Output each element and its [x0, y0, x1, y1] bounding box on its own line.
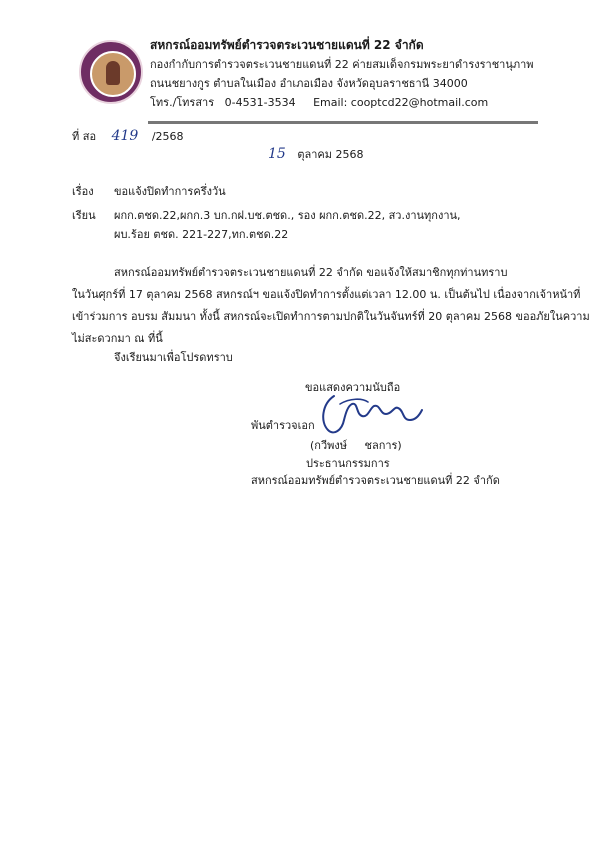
- reference-prefix: ที่ สอ: [72, 130, 97, 143]
- org-address-line1: กองกำกับการตำรวจตระเวนชายแดนที่ 22 ค่ายสมเด็จกรมพระยาดำรงราชานุภาพ: [150, 58, 534, 71]
- body-line2: ในวันศุกร์ที่ 17 ตุลาคม 2568 สหกรณ์ฯ ขอแจ้งปิดทำการตั้งแต่เวลา 12.00 น. เป็นต้นไป เนื่องจากเจ้าหน้าที่: [72, 288, 581, 301]
- recipient-label: เรียน: [72, 209, 96, 222]
- body-line3: เข้าร่วมการ อบรม สัมมนา ทั้งนี้ สหกรณ์จะเปิดทำการตามปกติในวันจันทร์ที่ 20 ตุลาคม 2568 ขออภัยในความ: [72, 310, 590, 323]
- handwritten-signature: [316, 390, 426, 436]
- header-divider: [148, 121, 538, 124]
- logo-emblem: [90, 51, 136, 97]
- date-day-handwritten: 15: [268, 146, 286, 162]
- reference-handwritten-number: 419: [111, 128, 139, 144]
- respect-closing: ขอแสดงความนับถือ: [305, 381, 401, 394]
- reference-year: /2568: [151, 130, 184, 143]
- subject-label: เรื่อง: [72, 185, 94, 198]
- org-title: สหกรณ์ออมทรัพย์ตำรวจตระเวนชายแดนที่ 22 จำกัด: [150, 38, 424, 52]
- logo-figure-icon: [106, 61, 120, 85]
- cooperative-logo: [79, 40, 143, 104]
- signer-position: ประธานกรรมการ: [306, 457, 390, 470]
- body-line1: สหกรณ์ออมทรัพย์ตำรวจตระเวนชายแดนที่ 22 จำกัด ขอแจ้งให้สมาชิกทุกท่านทราบ: [114, 266, 508, 279]
- org-contact: [150, 93, 534, 112]
- letterhead: [150, 36, 534, 112]
- phone-label: โทร./โทรสาร: [150, 96, 215, 109]
- signer-name: (กวีพงษ์ ชลการ): [310, 439, 402, 452]
- subject-text: ขอแจ้งปิดทำการครึ่งวัน: [114, 185, 226, 198]
- signer-rank: พันตำรวจเอก: [251, 419, 315, 432]
- email-address[interactable]: cooptcd22@hotmail.com: [350, 96, 489, 109]
- closing-line: จึงเรียนมาเพื่อโปรดทราบ: [114, 351, 233, 364]
- email-label: Email:: [313, 96, 348, 109]
- signer-organization: สหกรณ์ออมทรัพย์ตำรวจตระเวนชายแดนที่ 22 จำกัด: [251, 474, 500, 487]
- reference-number: [72, 128, 184, 145]
- org-address-line2: ถนนชยางกูร ตำบลในเมือง อำเภอเมือง จังหวัดอุบลราชธานี 34000: [150, 77, 468, 90]
- date-month-year: ตุลาคม 2568: [297, 148, 364, 161]
- body-line4: ไม่สะดวกมา ณ ที่นี้: [72, 332, 163, 345]
- letter-date: [268, 146, 364, 163]
- recipient-line1: ผกก.ตชด.22,ผกก.3 บก.กฝ.บช.ตชด., รอง ผกก.ตชด.22, สว.งานทุกงาน,: [114, 209, 461, 222]
- recipient-line2: ผบ.ร้อย ตชด. 221-227,ทก.ตชด.22: [114, 228, 289, 241]
- phone-number: 0-4531-3534: [224, 96, 296, 109]
